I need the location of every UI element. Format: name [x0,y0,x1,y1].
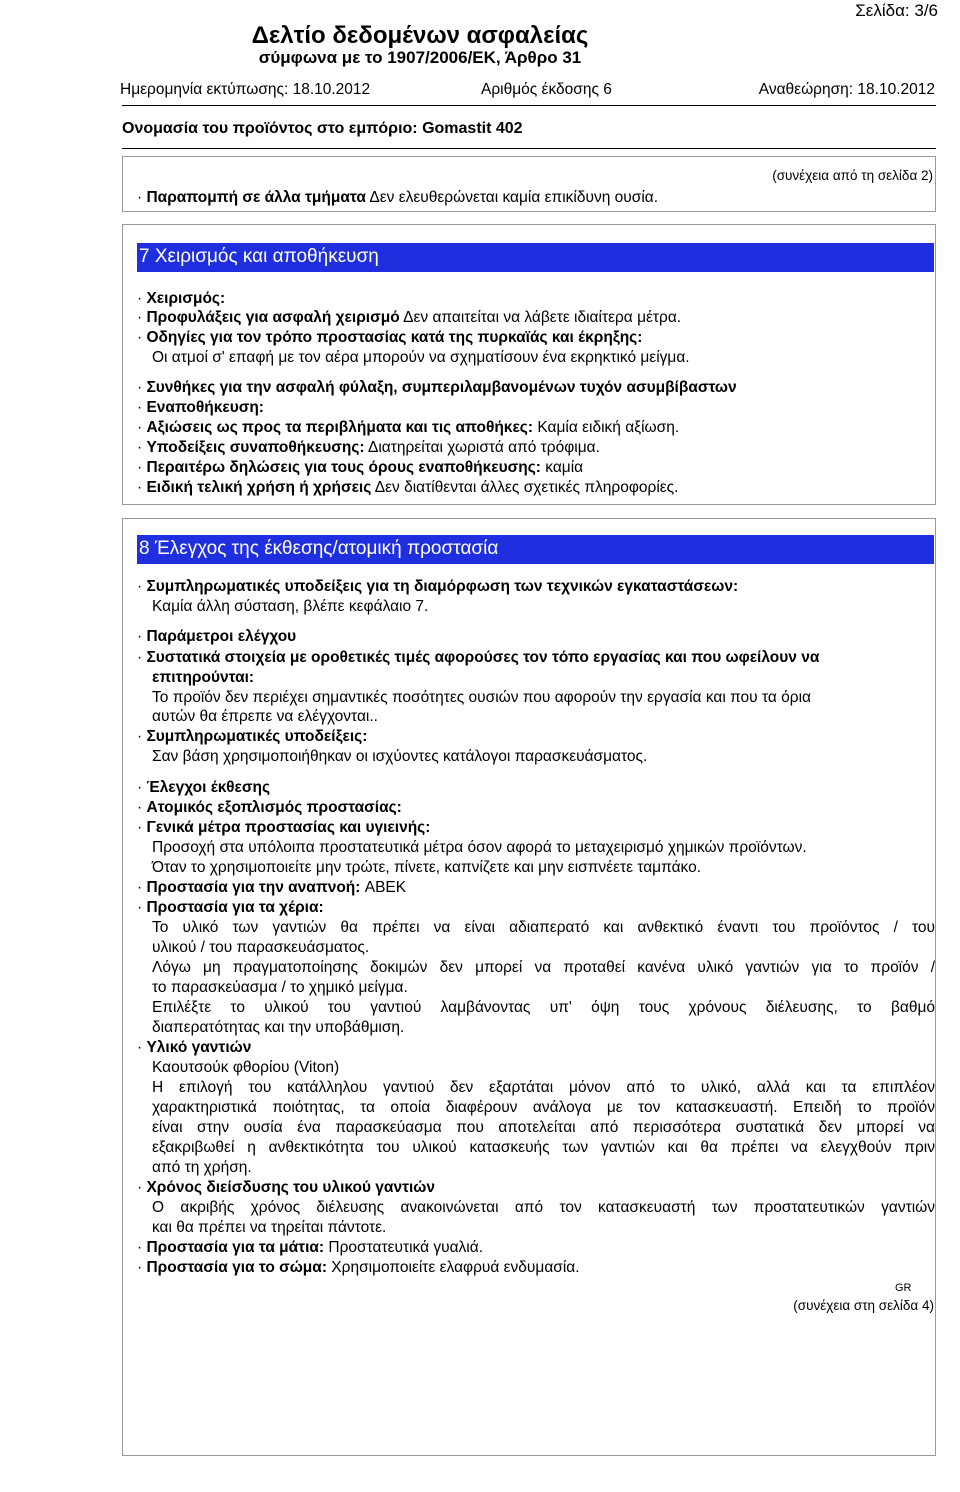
body-protection-label: Προστασία για το σώμα: [146,1259,327,1276]
precautions-text: Δεν απαιτείται να λάβετε ιδιαίτερα μέτρα. [403,309,682,326]
co-storage-label: Υποδείξεις συναποθήκευσης: [146,439,365,456]
ingredients-text-cont: αυτών θα έπρεπε να ελέγχονται.. [152,708,378,725]
general-measures-text: Προσοχή στα υπόλοιπα προστατευτικά μέτρα όσον αφορά το μεταχειρισμό χημικών προϊόντων. [152,839,807,856]
version-number: Αριθμός έκδοσης 6 [481,81,612,98]
glove-material-text: Καουτσούκ φθορίου (Viton) [152,1059,340,1076]
requirements-line [137,418,937,437]
ingredients-label-cont: επιτηρούνται: [152,669,255,686]
product-divider [122,148,936,149]
ingredients-text: Το προϊόν δεν περιέχει σημαντικές ποσότητες ουσιών που αφορούν την εργασία και που τα όρια [152,689,811,706]
fire-text: Οι ατμοί σ' επαφή με τον αέρα μπορούν να σχηματίσουν ένα εκρηκτικό μείγμα. [152,349,690,366]
hand-protection-text-1b: υλικού / του παρασκευάσματος. [152,939,370,956]
general-measures-label: · Γενικά μέτρα προστασίας και υγιεινής: [137,818,937,837]
body-protection-text: Χρησιμοποιείτε ελαφρυά ενδυμασία. [331,1259,580,1276]
print-date: Ημερομηνία εκτύπωσης: 18.10.2012 [120,81,371,98]
section-8-title: 8 Έλεγχος της έκθεσης/ατομική προστασία [137,535,934,564]
specific-use-text: Δεν διατίθενται άλλες σχετικές πληροφορίες. [374,479,679,496]
hand-protection-text-3b: διαπερατότητας και την υποβάθμιση. [152,1019,405,1036]
co-storage-text: Διατηρείται χωριστά από τρόφιμα. [368,439,600,456]
hand-protection-text-2: Λόγω μη πραγματοποίησης δοκιμών δεν μπορεί να προταθεί κανένα υλικό γαντιών για το προϊόν / [152,959,935,976]
hand-protection-text-3: Επιλέξτε το υλικού του γαντιού λαμβάνοντας υπ' όψη τους χρόνους διέλευσης, το βαθμό [152,999,935,1016]
reference-line [137,188,937,207]
hand-protection-text-2b: το παρασκεύασμα / το χημικό μείγμα. [152,979,408,996]
additional-text: Σαν βάση χρησιμοποιήθηκαν οι ισχύοντες κατάλογοι παρασκευάσματος. [152,748,648,765]
technical-text: Καμία άλλη σύσταση, βλέπε κεφάλαιο 7. [152,598,429,615]
eye-protection-label: Προστασία για τα μάτια: [146,1239,325,1256]
general-measures-text-2: Όταν το χρησιμοποιείτε μην τρώτε, πίνετε, καπνίζετε και μην εισπνέετε ταμπάκο. [152,859,702,876]
specific-use-line [137,478,937,497]
glove-selection-text-3: είναι στην ουσία ένα παρασκεύασμα που αποτελείται από περισσότερα συστατικά δεν μπορεί να [152,1119,935,1136]
document-subtitle: σύμφωνα με το 1907/2006/ΕΚ, Άρθρο 31 [258,48,582,67]
language-code: GR [895,1282,912,1294]
co-storage-line [137,438,937,457]
further-storage-text: καμία [545,459,584,476]
glove-selection-text-5: από τη χρήση. [152,1159,252,1176]
fire-label: · Οδηγίες για τον τρόπο προστασίας κατά της πυρκαϊάς και έκρηξης: [137,328,937,347]
glove-selection-text-4: εξακριβωθεί η ανθεκτικότητα του υλικού κατασκευής των γαντιών και θα πρέπει να ελεγχθούν πριν [152,1139,935,1156]
control-parameters-heading: · Παράμετροι ελέγχου [137,627,937,646]
precautions-line [137,308,937,327]
precautions-label: Προφυλάξεις για ασφαλή χειρισμό [146,309,400,326]
section-7-title: 7 Χειρισμός και αποθήκευση [137,243,934,272]
handling-heading: · Χειρισμός: [137,289,937,308]
hand-protection-label: · Προστασία για τα χέρια: [137,898,937,917]
penetration-time-text-2: και θα πρέπει να τηρείται πάντοτε. [152,1219,387,1236]
ppe-heading: · Ατομικός εξοπλισμός προστασίας: [137,798,937,817]
storage-conditions-heading: · Συνθήκες για την ασφαλή φύλαξη, συμπεριλαμβανομένων τυχόν ασυμβίβαστων [137,378,937,397]
continued-to: (συνέχεια στη σελίδα 4) [793,1298,934,1313]
specific-use-label: Ειδική τελική χρήση ή χρήσεις [146,479,372,496]
penetration-time-text: Ο ακριβής χρόνος διέλευσης ανακοινώνεται από τον κατασκευαστή των προστατευτικών γαντιών [152,1199,935,1216]
further-storage-label: Περαιτέρω δηλώσεις για τους όρους εναποθήκευσης: [146,459,541,476]
document-title: Δελτίο δεδομένων ασφαλείας [251,22,589,49]
hand-protection-text-1: Το υλικό των γαντιών θα πρέπει να είναι αδιαπερατό και ανθεκτικό έναντι του προϊόντος / του [152,919,935,936]
page-number: Σελίδα: 3/6 [855,1,938,20]
header-divider [122,105,936,106]
technical-label: · Συμπληρωματικές υποδείξεις για τη διαμόρφωση των τεχνικών εγκαταστάσεων: [137,577,937,596]
glove-selection-text-2: χαρακτηριστικά ποιότητας, τα οποία διαφέρουν ανάλογα με τον κατασκευαστή. Επειδή το προϊόν [152,1099,935,1116]
respiratory-line [137,878,937,897]
reference-label: Παραπομπή σε άλλα τμήματα [146,189,366,206]
penetration-time-label: · Χρόνος διείσδυσης του υλικού γαντιών [137,1178,937,1197]
ingredients-label: · Συστατικά στοιχεία με οροθετικές τιμές αφορούσες τον τόπο εργασίας και που ωφείλουν να [137,648,937,667]
requirements-text: Καμία ειδική αξίωση. [537,419,680,436]
product-name: Ονομασία του προϊόντος στο εμπόριο: Gomastit 402 [122,120,523,137]
further-storage-line [137,458,937,477]
body-protection-line [137,1258,937,1277]
revision-date: Αναθεώρηση: 18.10.2012 [758,81,935,98]
eye-protection-line [137,1238,937,1257]
reference-text: Δεν ελευθερώνεται καμία επικίδυνη ουσία. [369,189,659,206]
glove-selection-text-1: Η επιλογή του κατάλληλου γαντιού δεν εξαρτάται μόνον από το υλικό, αλλά και τα επιπλέον [152,1079,935,1096]
glove-material-label: · Υλικό γαντιών [137,1038,937,1057]
eye-protection-text: Προστατευτικά γυαλιά. [328,1239,484,1256]
exposure-controls-heading: · Έλεγχοι έκθεσης [137,778,937,797]
respiratory-label: Προστασία για την αναπνοή: [146,879,361,896]
storage-heading: · Εναποθήκευση: [137,398,937,417]
additional-label: · Συμπληρωματικές υποδείξεις: [137,727,937,746]
continued-from: (συνέχεια από τη σελίδα 2) [772,168,933,183]
requirements-label: Αξιώσεις ως προς τα περιβλήματα και τις αποθήκες: [146,419,534,436]
respiratory-text: ABEK [364,879,407,896]
